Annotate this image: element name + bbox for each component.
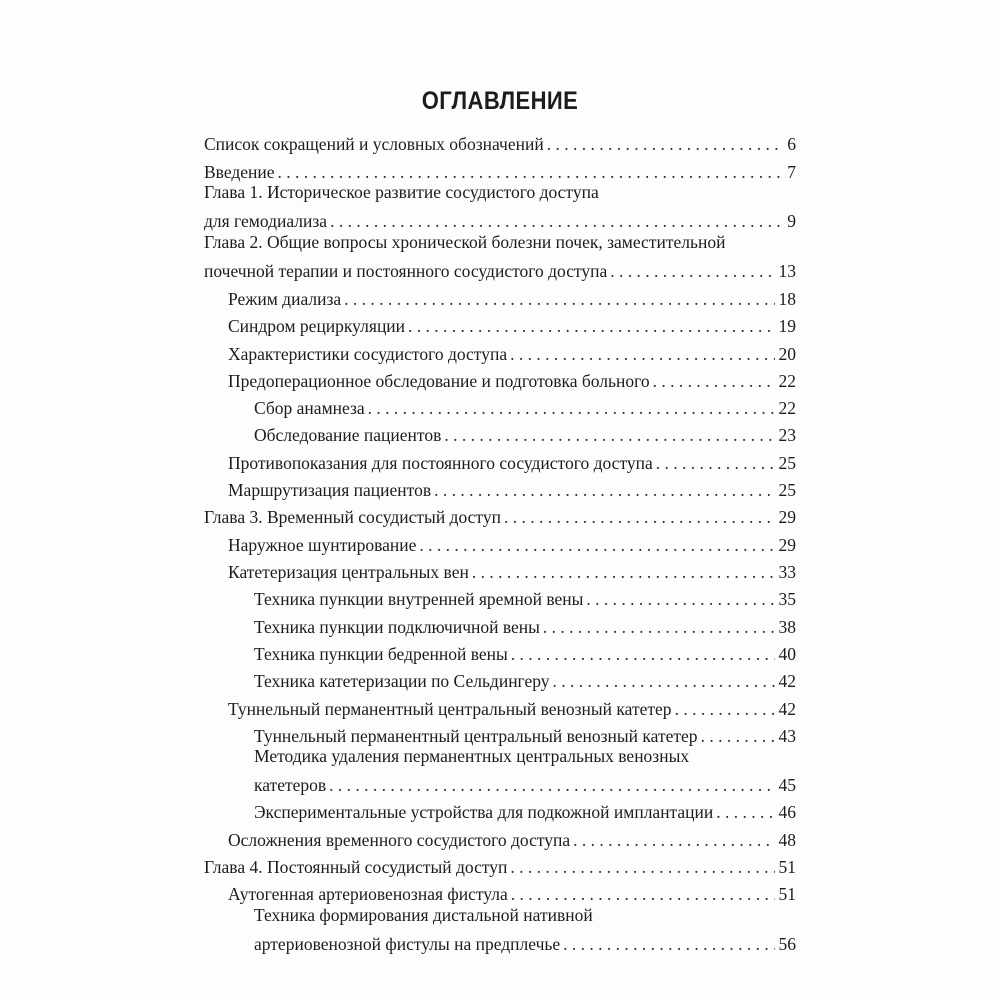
dot-leader bbox=[543, 617, 775, 637]
toc-entry-title: для гемодиализа bbox=[204, 211, 328, 231]
toc-entry[interactable] bbox=[254, 589, 796, 609]
toc-entry-title: Глава 3. Временный сосудистый доступ bbox=[204, 507, 501, 527]
toc-entry-page: 7 bbox=[787, 162, 796, 182]
toc-entry[interactable] bbox=[228, 316, 796, 336]
toc-entry-page: 33 bbox=[778, 562, 796, 582]
toc-entry-page: 46 bbox=[778, 802, 796, 822]
toc-entry-title: артериовенозной фистулы на предплечье bbox=[254, 934, 561, 954]
toc-entry-title: Экспериментальные устройства для подкожной имплантации bbox=[254, 802, 714, 822]
dot-leader bbox=[419, 535, 774, 555]
toc-entry[interactable] bbox=[228, 535, 796, 555]
toc-entry-title: Туннельный перманентный центральный венозный катетер bbox=[254, 726, 698, 746]
dot-leader bbox=[511, 644, 775, 664]
toc-entry-page: 25 bbox=[778, 453, 796, 473]
dot-leader bbox=[653, 371, 775, 391]
toc-entry[interactable] bbox=[254, 671, 796, 691]
dot-leader bbox=[610, 261, 774, 281]
toc-entry[interactable] bbox=[254, 398, 796, 418]
toc-entry-title: Введение bbox=[204, 162, 275, 182]
toc-entry[interactable] bbox=[228, 884, 796, 904]
toc-entry-title-line1: Техника формирования дистальной нативной bbox=[254, 905, 593, 925]
dot-leader bbox=[563, 934, 774, 954]
toc-entry-page: 40 bbox=[778, 644, 796, 664]
toc-entry-title: Наружное шунтирование bbox=[228, 535, 417, 555]
toc-entry[interactable] bbox=[254, 617, 796, 637]
dot-leader bbox=[504, 507, 775, 527]
dot-leader bbox=[434, 480, 774, 500]
dot-leader bbox=[344, 289, 774, 309]
toc-entry[interactable] bbox=[228, 371, 796, 391]
page-title: ОГЛАВЛЕНИЕ bbox=[421, 87, 579, 115]
dot-leader bbox=[656, 453, 775, 473]
toc-entry-page: 6 bbox=[787, 134, 796, 154]
dot-leader bbox=[511, 884, 775, 904]
toc-entry-page: 22 bbox=[778, 371, 796, 391]
toc-entry-page: 29 bbox=[778, 535, 796, 555]
toc-entry-title: Техника пункции внутренней яремной вены bbox=[254, 589, 584, 609]
toc-entry[interactable] bbox=[204, 857, 796, 877]
toc-entry[interactable] bbox=[228, 453, 796, 473]
toc-entry-title: Список сокращений и условных обозначений bbox=[204, 134, 544, 154]
toc-entry-title: Техника катетеризации по Сельдингеру bbox=[254, 671, 550, 691]
dot-leader bbox=[472, 562, 775, 582]
toc-entry-page: 29 bbox=[778, 507, 796, 527]
dot-leader bbox=[368, 398, 775, 418]
toc-entry[interactable] bbox=[254, 425, 796, 445]
dot-leader bbox=[586, 589, 774, 609]
dot-leader bbox=[278, 162, 784, 182]
toc-entry[interactable] bbox=[228, 344, 796, 364]
dot-leader bbox=[444, 425, 774, 445]
dot-leader bbox=[701, 726, 775, 746]
dot-leader bbox=[573, 830, 774, 850]
toc-entry-page: 18 bbox=[778, 289, 796, 309]
toc-entry[interactable] bbox=[204, 182, 796, 231]
toc-entry-page: 48 bbox=[778, 830, 796, 850]
toc-entry[interactable] bbox=[228, 699, 796, 719]
toc-entry-page: 42 bbox=[778, 699, 796, 719]
toc-entry-title: Аутогенная артериовенозная фистула bbox=[228, 884, 508, 904]
toc-entry-title: Катетеризация центральных вен bbox=[228, 562, 469, 582]
toc-entry-title: Осложнения временного сосудистого доступа bbox=[228, 830, 571, 850]
dot-leader bbox=[510, 857, 774, 877]
toc-entry-title: Предоперационное обследование и подготовка больного bbox=[228, 371, 650, 391]
toc-entry[interactable] bbox=[254, 644, 796, 664]
toc-entry-title: Синдром рециркуляции bbox=[228, 316, 406, 336]
toc-entry[interactable] bbox=[228, 289, 796, 309]
toc-entry-title: Характеристики сосудистого доступа bbox=[228, 344, 508, 364]
toc-entry-title: Противопоказания для постоянного сосудистого доступа bbox=[228, 453, 653, 473]
toc-entry-title: Маршрутизация пациентов bbox=[228, 480, 432, 500]
dot-leader bbox=[553, 671, 775, 691]
toc-entry-page: 19 bbox=[778, 316, 796, 336]
toc-entry[interactable] bbox=[228, 480, 796, 500]
toc-entry-title-line1: Глава 1. Историческое развитие сосудистого доступа bbox=[204, 182, 599, 202]
toc-entry-page: 25 bbox=[778, 480, 796, 500]
dot-leader bbox=[408, 316, 774, 336]
toc-entry-title: Обследование пациентов bbox=[254, 425, 442, 445]
toc-entry-page: 13 bbox=[778, 261, 796, 281]
toc-entry[interactable] bbox=[204, 162, 796, 182]
toc-entry-title: Режим диализа bbox=[228, 289, 342, 309]
toc-entry-page: 43 bbox=[778, 726, 796, 746]
toc-entry[interactable] bbox=[228, 830, 796, 850]
toc-entry-page: 9 bbox=[787, 211, 796, 231]
toc-entry-page: 56 bbox=[778, 934, 796, 954]
toc-entry-page: 20 bbox=[778, 344, 796, 364]
toc-entry-page: 51 bbox=[778, 884, 796, 904]
toc-entry-title: почечной терапии и постоянного сосудистого доступа bbox=[204, 261, 608, 281]
toc-entry-page: 42 bbox=[778, 671, 796, 691]
toc-entry-page: 22 bbox=[778, 398, 796, 418]
dot-leader bbox=[716, 802, 774, 822]
toc-entry-title: катетеров bbox=[254, 775, 327, 795]
toc-entry-page: 23 bbox=[778, 425, 796, 445]
toc-entry-page: 51 bbox=[778, 857, 796, 877]
toc-entry-page: 45 bbox=[778, 775, 796, 795]
dot-leader bbox=[330, 211, 783, 231]
toc-entry[interactable] bbox=[204, 507, 796, 527]
toc-entry[interactable] bbox=[254, 802, 796, 822]
toc-entry-title: Глава 4. Постоянный сосудистый доступ bbox=[204, 857, 508, 877]
toc-entry[interactable] bbox=[254, 746, 796, 795]
toc-entry-page: 38 bbox=[778, 617, 796, 637]
toc-entry[interactable] bbox=[228, 562, 796, 582]
toc-entry-title-line1: Методика удаления перманентных центральных венозных bbox=[254, 746, 690, 766]
toc-entry[interactable] bbox=[254, 726, 796, 746]
toc-entry-title: Техника пункции подключичной вены bbox=[254, 617, 540, 637]
dot-leader bbox=[675, 699, 775, 719]
toc-entry-title: Сбор анамнеза bbox=[254, 398, 365, 418]
toc-entry[interactable] bbox=[254, 905, 796, 954]
toc-entry-title-line1: Глава 2. Общие вопросы хронической болезни почек, заместительной bbox=[204, 232, 726, 252]
dot-leader bbox=[329, 775, 774, 795]
toc-entry[interactable] bbox=[204, 134, 796, 154]
toc-entry-page: 35 bbox=[778, 589, 796, 609]
toc-entry-title: Техника пункции бедренной вены bbox=[254, 644, 508, 664]
toc-entry-title: Туннельный перманентный центральный венозный катетер bbox=[228, 699, 672, 719]
dot-leader bbox=[547, 134, 784, 154]
dot-leader bbox=[510, 344, 774, 364]
toc-entry[interactable] bbox=[204, 232, 796, 281]
